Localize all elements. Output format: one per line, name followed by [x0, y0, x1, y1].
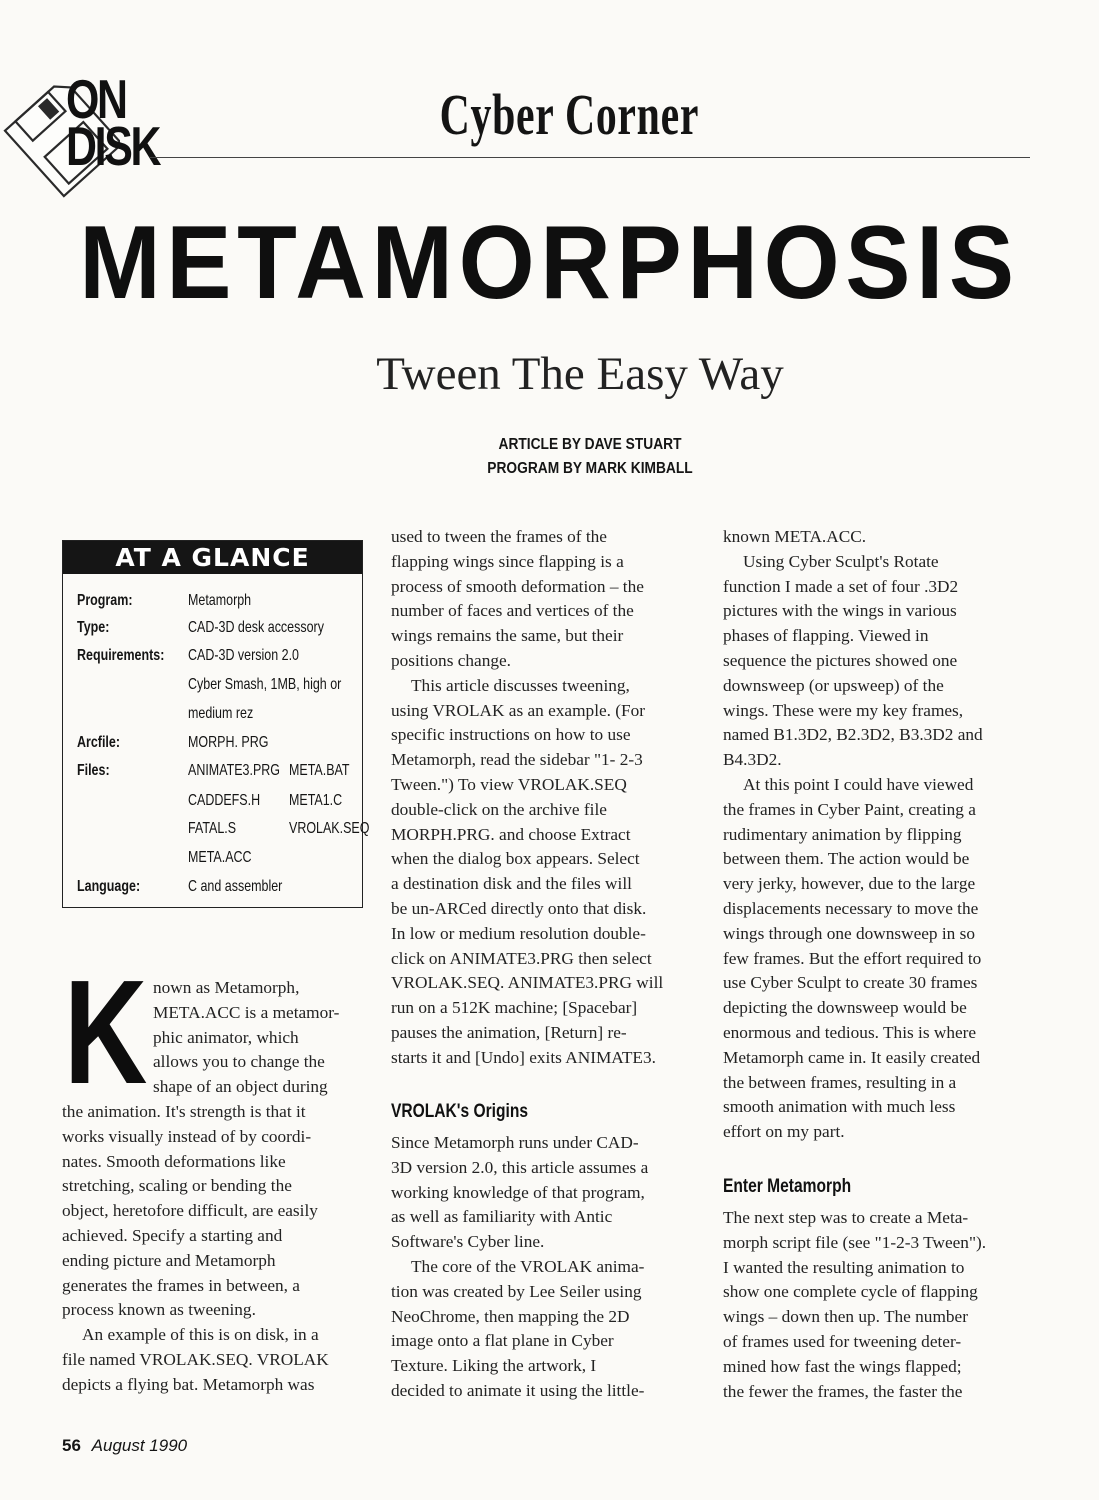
drop-cap: K [64, 950, 148, 1115]
text-line: smooth animation with much less [723, 1097, 956, 1117]
text-line: Metamorph, read the sidebar "1- 2-3 [391, 750, 643, 770]
text-line: image onto a flat plane in Cyber [391, 1331, 614, 1351]
paragraph [391, 1131, 706, 1255]
text-line: META.ACC is a metamor- [153, 1002, 340, 1022]
text-line: In low or medium resolution double- [391, 923, 646, 943]
glance-value: META1.C [289, 792, 343, 809]
text-line: the between frames, resulting in a [723, 1072, 957, 1092]
text-line: Texture. Liking the artwork, I [391, 1356, 597, 1376]
text-line: downsweep (or upsweep) of the [723, 675, 944, 695]
glance-label: Program: [77, 592, 133, 609]
text-line: the animation. It's strength is that it [62, 1102, 306, 1121]
text-line: function I made a set of four .3D2 [723, 576, 959, 596]
intro-text [153, 976, 368, 1100]
text-line: sequence the pictures showed one [723, 650, 958, 670]
text-line: positions change. [391, 650, 511, 670]
glance-label: Arcfile: [77, 734, 120, 751]
column-1-text [62, 1100, 367, 1398]
text-line: be un-ARCed directly onto that disk. [391, 898, 647, 918]
glance-value: META.BAT [289, 762, 350, 779]
text-line: wings remains the same, but their [391, 626, 624, 646]
column-2-text-lower [391, 1131, 706, 1404]
text-line: Tween.") To view VROLAK.SEQ [391, 774, 627, 794]
glance-value: medium rez [188, 705, 254, 722]
text-line: click on ANIMATE3.PRG then select [391, 948, 652, 968]
text-line: flapping wings since flapping is a [391, 551, 624, 571]
glance-value: Metamorph [188, 592, 252, 609]
text-line: nown as Metamorph, [153, 978, 300, 997]
text-line: named B1.3D2, B2.3D2, B3.3D2 and [723, 725, 983, 745]
text-line: object, heretofore difficult, are easily [62, 1201, 318, 1221]
text-line: specific instructions on how to use [391, 725, 631, 745]
text-line: Since Metamorph runs under CAD- [391, 1133, 639, 1152]
glance-label: Files: [77, 762, 110, 779]
text-line: a destination disk and the files will [391, 874, 632, 894]
text-line: process of smooth deformation – the [391, 576, 644, 596]
text-line: The next step was to create a Meta- [723, 1208, 969, 1227]
text-line: Software's Cyber line. [391, 1232, 545, 1252]
text-line: effort on my part. [723, 1122, 845, 1142]
on-disk-logo [66, 68, 160, 177]
page-number: 56 [62, 1436, 81, 1455]
text-line: Metamorph came in. It easily created [723, 1047, 981, 1067]
text-line: enormous and tedious. This is where [723, 1022, 977, 1042]
paragraph [62, 1100, 367, 1323]
paragraph [723, 550, 1043, 773]
paragraph [62, 1323, 367, 1397]
text-line: process known as tweening. [62, 1300, 256, 1320]
byline-program: PROGRAM BY MARK KIMBALL [487, 460, 693, 477]
glance-value: MORPH. PRG [188, 734, 269, 751]
text-line: pictures with the wings in various [723, 601, 957, 621]
text-line: B4.3D2. [723, 750, 782, 770]
paragraph [723, 773, 1043, 1145]
on-disk-line-2: DISK [66, 115, 160, 177]
text-line: allows you to change the [153, 1052, 325, 1072]
text-line: used to tween the frames of the [391, 527, 607, 546]
section-heading: VROLAK's Origins [391, 1101, 529, 1122]
glance-value: FATAL.S [188, 820, 237, 837]
text-line: stretching, scaling or bending the [62, 1176, 292, 1196]
text-line: generates the frames in between, a [62, 1275, 300, 1295]
column-3-text [723, 525, 1043, 1145]
glance-label: Requirements: [77, 647, 165, 664]
glance-label: Type: [77, 619, 110, 636]
text-line: file named VROLAK.SEQ. VROLAK [62, 1349, 329, 1369]
text-line: starts it and [Undo] exits ANIMATE3. [391, 1047, 656, 1067]
text-line: achieved. Specify a starting and [62, 1225, 283, 1245]
column-2-text [391, 525, 706, 1071]
text-line: the frames in Cyber Paint, creating a [723, 799, 976, 819]
text-line: very jerky, however, due to the large [723, 874, 976, 894]
text-line: tion was created by Lee Seiler using [391, 1281, 642, 1301]
text-line: known META.ACC. [723, 527, 867, 546]
text-line: decided to animate it using the little- [391, 1380, 645, 1400]
glance-value: CAD-3D version 2.0 [188, 647, 299, 664]
glance-value: Cyber Smash, 1MB, high or [188, 676, 342, 693]
text-line: few frames. But the effort required to [723, 948, 982, 968]
text-line: phic animator, which [153, 1027, 299, 1047]
paragraph [723, 1206, 1043, 1404]
text-line: ending picture and Metamorph [62, 1250, 276, 1270]
text-line: the fewer the frames, the faster the [723, 1381, 963, 1401]
byline-article: ARTICLE BY DAVE STUART [498, 436, 682, 453]
text-line: VROLAK.SEQ. ANIMATE3.PRG will [391, 973, 664, 993]
at-a-glance-box [62, 540, 370, 908]
text-line: morph script file (see "1-2-3 Tween"). [723, 1232, 987, 1252]
text-line: depicting the downsweep would be [723, 998, 967, 1018]
text-line: double-click on the archive file [391, 799, 607, 819]
text-line: working knowledge of that program, [391, 1182, 645, 1202]
text-line: rudimentary animation by flipping [723, 824, 962, 844]
text-line: number of faces and vertices of the [391, 601, 634, 621]
text-line: MORPH.PRG. and choose Extract [391, 824, 631, 844]
text-line: nates. Smooth deformations like [62, 1151, 286, 1171]
glance-value: CADDEFS.H [188, 792, 261, 809]
paragraph [391, 674, 706, 1071]
text-line: 3D version 2.0, this article assumes a [391, 1157, 649, 1177]
glance-value: ANIMATE3.PRG [188, 762, 281, 779]
text-line: This article discusses tweening, [411, 675, 630, 695]
text-line: The core of the VROLAK anima- [411, 1256, 645, 1276]
glance-value: META.ACC [188, 849, 252, 866]
issue-date: August 1990 [91, 1436, 188, 1455]
section-heading: Enter Metamorph [723, 1176, 852, 1197]
section-title: Cyber Corner [439, 82, 700, 147]
text-line: I wanted the resulting animation to [723, 1257, 965, 1277]
text-line: depicts a flying bat. Metamorph was [62, 1374, 315, 1394]
glance-label: Language: [77, 878, 141, 895]
text-line: phases of flapping. Viewed in [723, 626, 929, 646]
text-line: works visually instead of by coordi- [62, 1126, 312, 1146]
text-line: wings. These were my key frames, [723, 700, 964, 720]
paragraph [391, 525, 706, 674]
text-line: An example of this is on disk, in a [82, 1325, 319, 1345]
text-line: as well as familiarity with Antic [391, 1207, 613, 1227]
text-line: run on a 512K machine; [Spacebar] [391, 998, 638, 1018]
text-line: mined how fast the wings flapped; [723, 1356, 962, 1376]
text-line: of frames used for tweening deter- [723, 1331, 962, 1351]
text-line: Using Cyber Sculpt's Rotate [743, 551, 939, 571]
text-line: wings – down then up. The number [723, 1307, 968, 1327]
column-3-text-lower [723, 1206, 1043, 1404]
text-line: At this point I could have viewed [743, 774, 974, 794]
paragraph [391, 1255, 706, 1404]
text-line: wings through one downsweep in so [723, 923, 975, 943]
text-line: between them. The action would be [723, 849, 970, 869]
glance-value: C and assembler [188, 878, 283, 895]
paragraph [723, 525, 1043, 550]
glance-value: CAD-3D desk accessory [188, 619, 324, 636]
glance-value: VROLAK.SEQ [289, 820, 370, 837]
text-line: pauses the animation, [Return] re- [391, 1022, 627, 1042]
at-a-glance-heading: AT A GLANCE [63, 541, 362, 574]
text-line: show one complete cycle of flapping [723, 1282, 978, 1302]
article-subtitle: Tween The Easy Way [376, 348, 784, 400]
page-folio [62, 1435, 187, 1457]
on-disk-line-1: ON [66, 68, 126, 130]
text-line: shape of an object during [153, 1077, 328, 1097]
text-line: use Cyber Sculpt to create 30 frames [723, 973, 978, 993]
header-rule [150, 157, 1030, 158]
text-line: when the dialog box appears. Select [391, 849, 640, 869]
text-line: NeoChrome, then mapping the 2D [391, 1306, 630, 1326]
article-title: METAMORPHOSIS [79, 205, 1020, 321]
text-line: displacements necessary to move the [723, 898, 979, 918]
text-line: using VROLAK as an example. (For [391, 700, 646, 720]
